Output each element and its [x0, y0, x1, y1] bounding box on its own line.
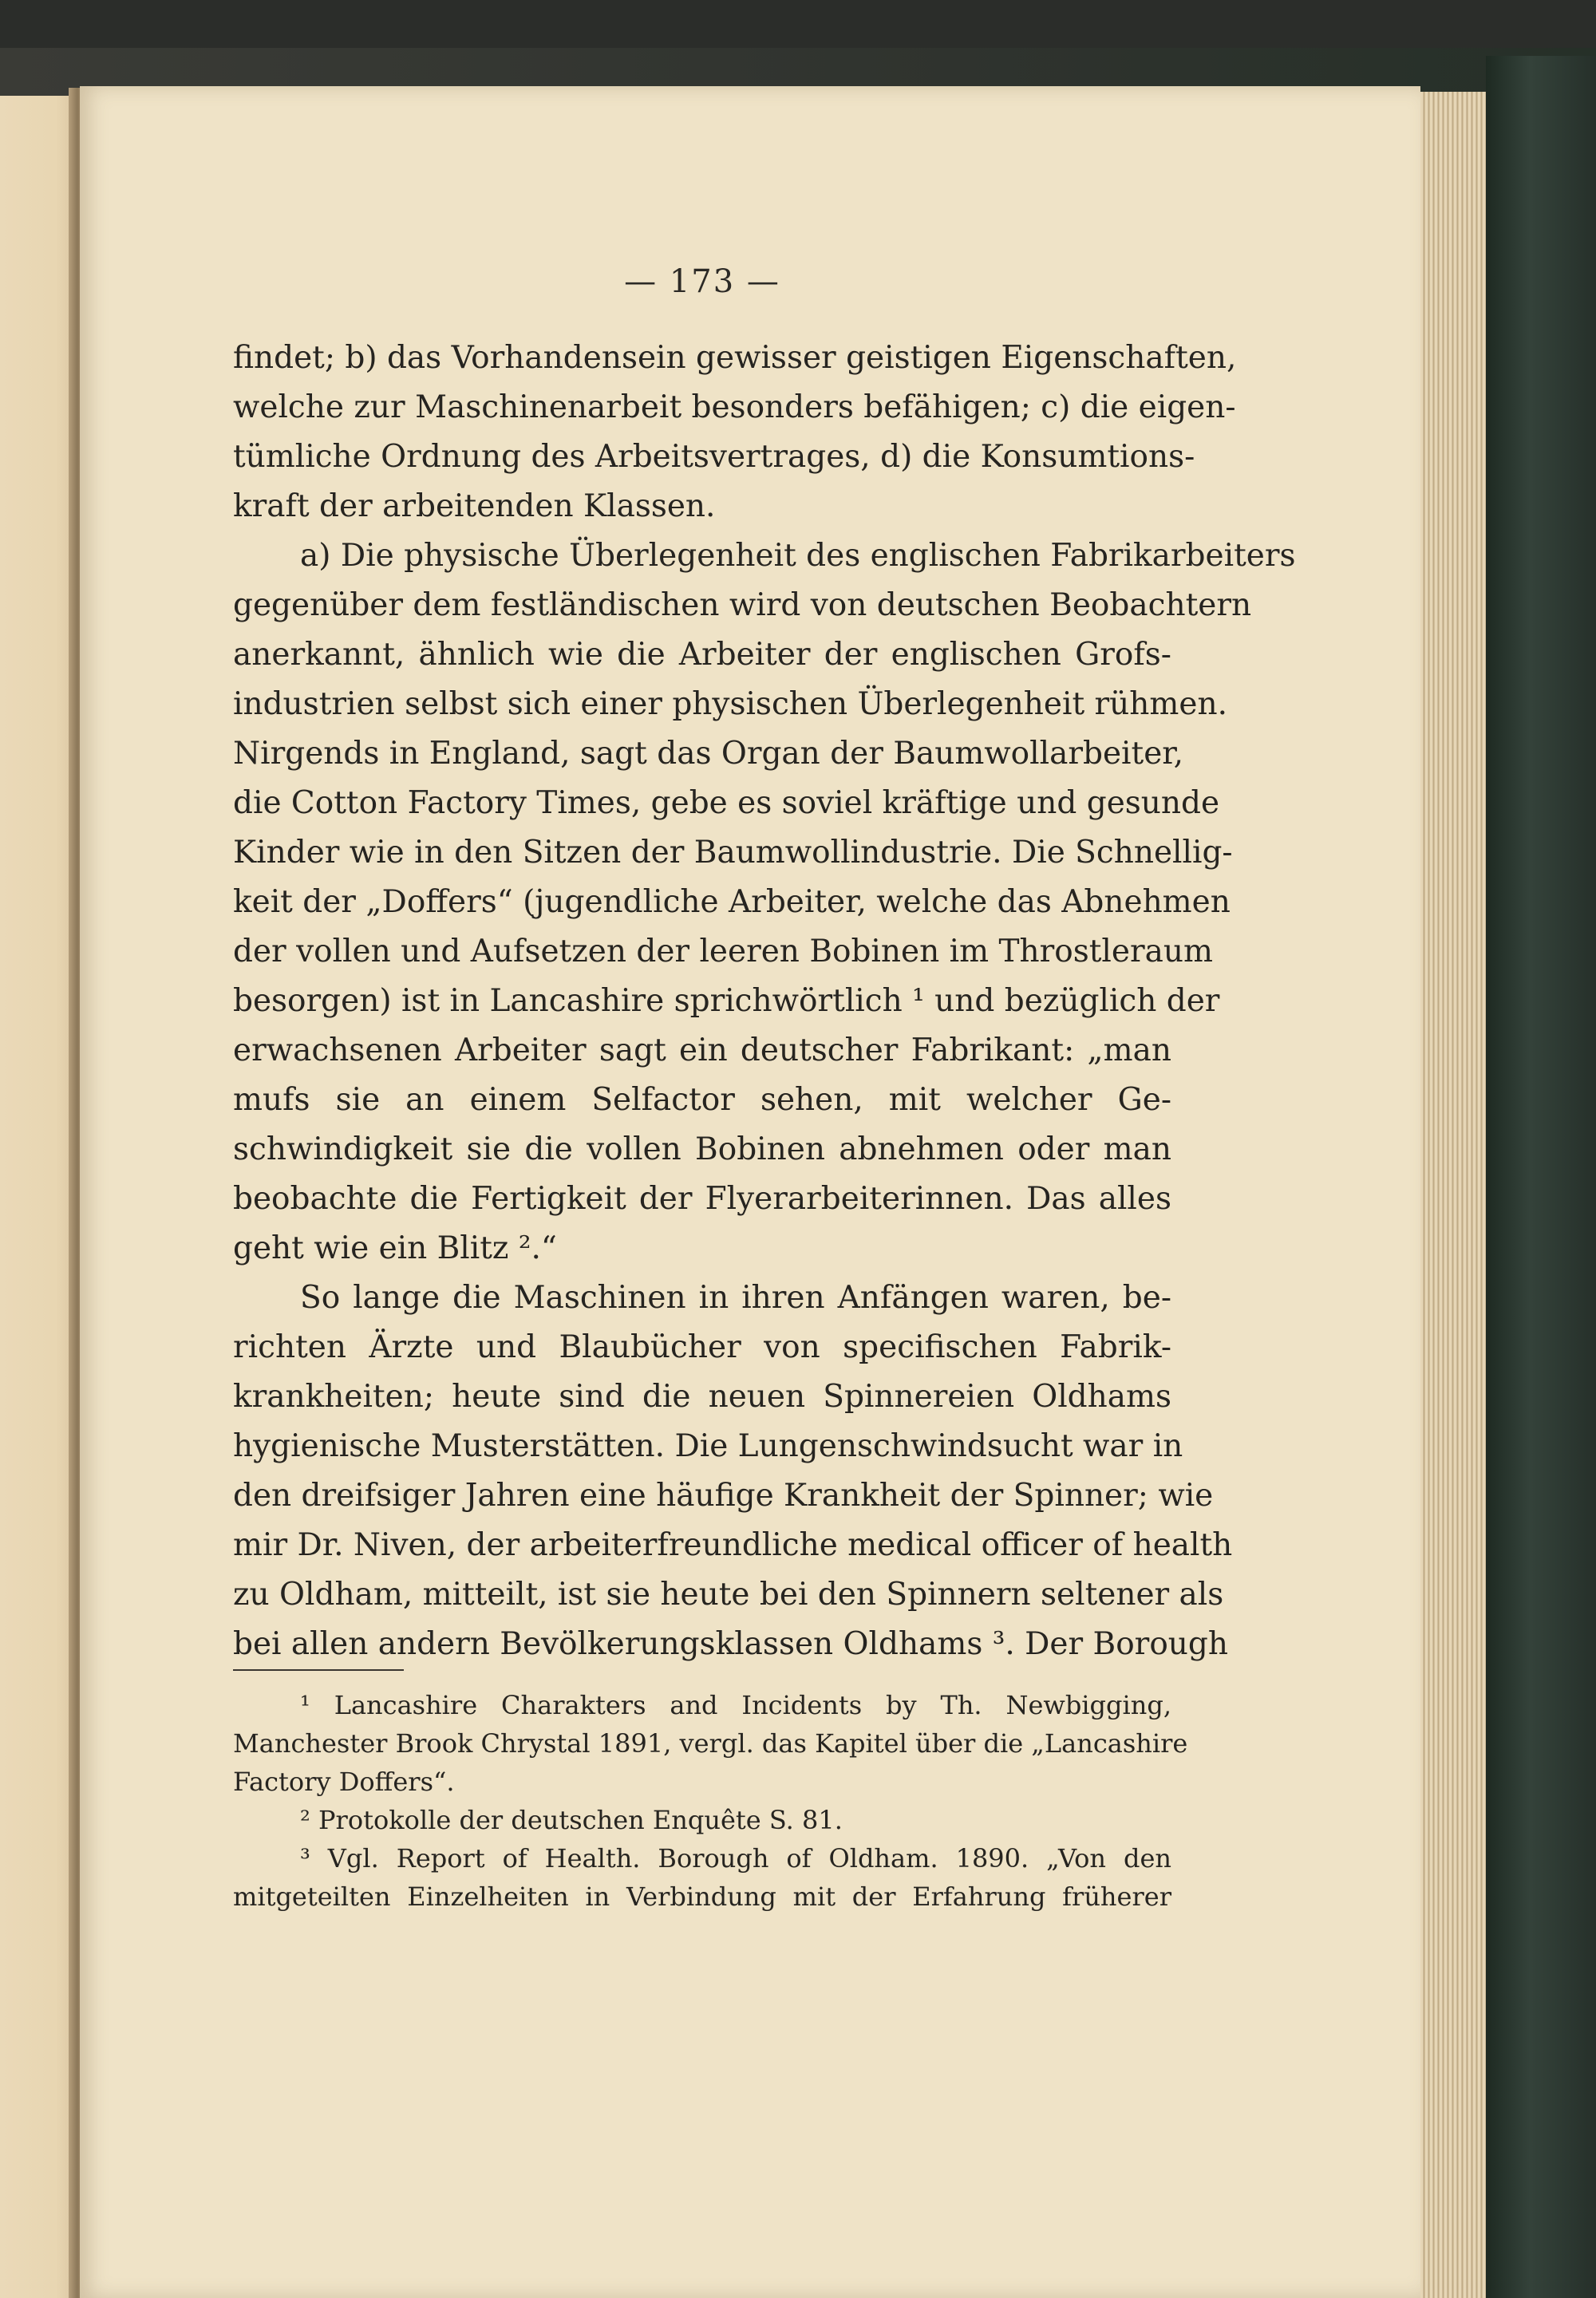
- text-line: beobachte die Fertigkeit der Flyerarbeiterinnen. Das alles: [233, 1181, 1171, 1217]
- text-line: keit der „Doffers“ (jugendliche Arbeiter, welche das Abnehmen: [233, 884, 1231, 920]
- text-line: gegenüber dem festländischen wird von deutschen Beobachtern: [233, 587, 1252, 623]
- text-line: anerkannt, ähnlich wie die Arbeiter der englischen Grofs-: [233, 637, 1171, 673]
- text-line: bei allen andern Bevölkerungsklassen Oldhams ³. Der Borough: [233, 1626, 1229, 1662]
- footnotes: [233, 1686, 1188, 1916]
- cover-board: [1486, 56, 1596, 2298]
- footnote-line: ¹ Lancashire Charakters and Incidents by Th. Newbigging,: [300, 1690, 1171, 1720]
- text-line: mir Dr. Niven, der arbeiterfreundliche medical officer of health: [233, 1527, 1233, 1563]
- text-line: mufs sie an einem Selfactor sehen, mit welcher Ge-: [233, 1082, 1171, 1118]
- text-line: Kinder wie in den Sitzen der Baumwollindustrie. Die Schnellig-: [233, 835, 1233, 871]
- footnote-line: mitgeteilten Einzelheiten in Verbindung mit der Erfahrung früherer: [233, 1881, 1171, 1912]
- text-line: Nirgends in England, sagt das Organ der Baumwollarbeiter,: [233, 736, 1184, 772]
- text-line: hygienische Musterstätten. Die Lungenschwindsucht war in: [233, 1428, 1183, 1464]
- text-line: der vollen und Aufsetzen der leeren Bobinen im Throstleraum: [233, 934, 1213, 969]
- text-line: industrien selbst sich einer physischen Überlegenheit rühmen.: [233, 686, 1227, 722]
- text-line: krankheiten; heute sind die neuen Spinnereien Oldhams: [233, 1379, 1171, 1415]
- footnote-line: ³ Vgl. Report of Health. Borough of Oldham. 1890. „Von den: [300, 1843, 1171, 1874]
- page-number: — 173 —: [624, 263, 780, 300]
- text-line: tümliche Ordnung des Arbeitsvertrages, d) die Konsumtions-: [233, 439, 1195, 475]
- text-line: richten Ärzte und Blaubücher von specifischen Fabrik-: [233, 1329, 1171, 1365]
- text-line: So lange die Maschinen in ihren Anfängen waren, be-: [300, 1280, 1171, 1316]
- text-line: geht wie ein Blitz ².“: [233, 1230, 557, 1266]
- page-edges: [1420, 92, 1486, 2298]
- text-line: die Cotton Factory Times, gebe es soviel kräftige und gesunde: [233, 785, 1220, 821]
- text-line: erwachsenen Arbeiter sagt ein deutscher Fabrikant: „man: [233, 1033, 1171, 1068]
- previous-page-edge: [0, 96, 80, 2298]
- text-line: besorgen) ist in Lancashire sprichwörtlich ¹ und bezüglich der: [233, 983, 1220, 1019]
- text-line: zu Oldham, mitteilt, ist sie heute bei den Spinnern seltener als: [233, 1577, 1224, 1613]
- text-line: findet; b) das Vorhandensein gewisser geistigen Eigenschaften,: [233, 340, 1237, 376]
- footnote-line: Manchester Brook Chrystal 1891, vergl. das Kapitel über die „Lancashire: [233, 1728, 1188, 1759]
- body-text: [233, 334, 1296, 1669]
- text-line: schwindigkeit sie die vollen Bobinen abnehmen oder man: [233, 1131, 1171, 1167]
- text-line: welche zur Maschinenarbeit besonders befähigen; c) die eigen-: [233, 389, 1236, 425]
- footnote-separator: [233, 1669, 404, 1671]
- text-line: a) Die physische Überlegenheit des englischen Fabrikarbeiters: [300, 538, 1296, 574]
- footnote-line: Factory Doffers“.: [233, 1767, 455, 1797]
- text-line: den dreifsiger Jahren eine häufige Krankheit der Spinner; wie: [233, 1478, 1214, 1514]
- footnote-line: ² Protokolle der deutschen Enquête S. 81.: [300, 1805, 843, 1835]
- text-line: kraft der arbeitenden Klassen.: [233, 488, 716, 524]
